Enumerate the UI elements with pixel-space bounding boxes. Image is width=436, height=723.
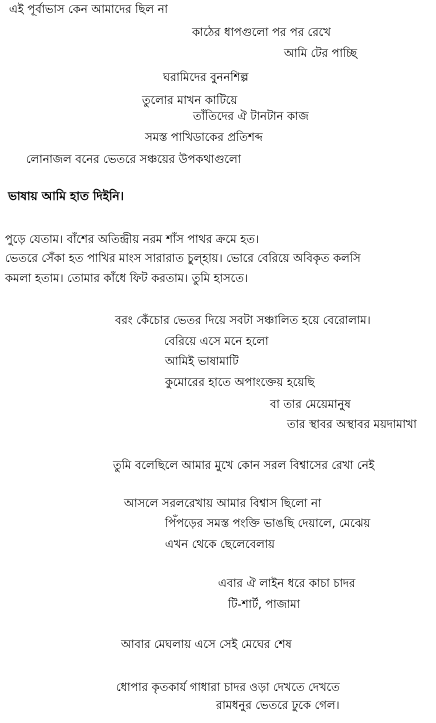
poem-line: এই পূর্বাভাস কেন আমাদের ছিল না [9, 2, 168, 16]
poem-line: পিঁপড়ের সমস্ত পংক্তি ভাঙছি দেয়ালে, মেঝেয় [165, 516, 371, 530]
poem-line: রামধনুর ভেতরে ঢুকে গেল। [216, 698, 340, 712]
section-heading: ভাষায় আমি হাত দিইনি। [8, 189, 124, 203]
poem-line: বা তার মেয়েমানুষ [270, 397, 351, 411]
paragraph-line: কমলা হতাম। তোমার কাঁধে ফিট করতাম। তুমি হাসতে। [5, 271, 248, 285]
poem-line: টি-শার্ট, পাজামা [228, 597, 300, 611]
poem-line: তার স্থাবর অস্থাবর ময়দামাখা [287, 417, 417, 431]
poem-line: আমিই ভাষামাটি [165, 354, 239, 368]
poem-line: আসলে সরলরেখায় আমার বিশ্বাস ছিলো না [124, 496, 322, 510]
poem-line: ধোপার কৃতকার্য গাধারা চাদর ওড়া দেখতে দেখতে [116, 680, 340, 694]
poem-line: এখন থেকে ছেলেবেলায় [165, 537, 275, 551]
poem-line: বরং কেঁচোর ভেতর দিয়ে সবটা সঞ্চালিত হয়ে বেরোলাম। [115, 313, 371, 327]
paragraph-line: পুড়ে যেতাম। বাঁশের অতিন্দ্রীয় নরম শাঁস পাথর ক্রমে হত। [5, 232, 259, 246]
paragraph-line: ভেতরে সেঁকা হত পাখির মাংস সারারাত চুল্হায়। ভোরে বেরিয়ে অবিকৃত কলসি [5, 251, 361, 265]
poem-line: তাঁতিদের ঐ টানটান কাজ [193, 109, 309, 123]
poem-line: তুলোর মাখন কাটিয়ে [142, 93, 238, 107]
poem-line: তুমি বলেছিলে আমার মুখে কোন সরল বিশ্বাসের রেখা নেই [113, 458, 375, 472]
poem-line: বেরিয়ে এসে মনে হলো [164, 334, 269, 348]
poem-line: লোনাজল বনের ভেতরে সঞ্চয়ের উপকথাগুলো [26, 152, 241, 166]
poem-line: কাঠের ধাপগুলো পর পর রেখে [192, 25, 331, 39]
poem-line: কুমোরের হাতে অপাংক্তেয় হয়েছি [165, 375, 315, 389]
poem-line: ঘরামিদের বুননশিল্প [163, 70, 249, 84]
poem-line: এবার ঐ লাইন ধরে কাচা চাদর [218, 576, 356, 590]
poem-line: আবার মেঘলায় এসে সেই মেঘের শেষ [121, 637, 292, 651]
poem-line: আমি টের পাচ্ছি [284, 46, 357, 60]
poem-line: সমস্ত পাখিডাকের প্রতিশব্দ [145, 130, 263, 144]
